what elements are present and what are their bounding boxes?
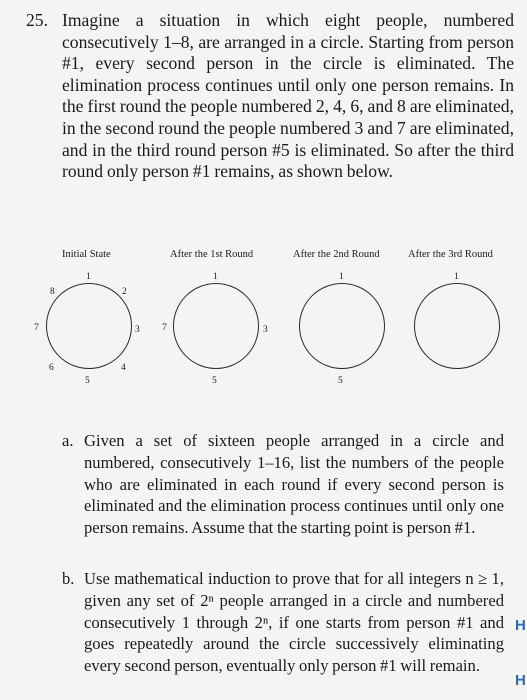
panel-title: After the 2nd Round bbox=[293, 249, 380, 260]
subpart-b-letter: b. bbox=[62, 569, 75, 588]
person-label: 1 bbox=[454, 272, 459, 282]
person-label: 6 bbox=[49, 363, 54, 373]
circle bbox=[173, 283, 259, 369]
person-label: 1 bbox=[86, 272, 91, 282]
person-label: 5 bbox=[338, 376, 343, 386]
person-label: 3 bbox=[263, 325, 268, 335]
panel-title: After the 1st Round bbox=[170, 249, 254, 260]
person-label: 2 bbox=[122, 287, 127, 297]
circle bbox=[414, 283, 500, 369]
circle bbox=[46, 283, 132, 369]
person-label: 5 bbox=[212, 376, 217, 386]
subpart-a-letter: a. bbox=[62, 431, 74, 450]
subpart-a-text: Given a set of sixteen people arranged in a circle and numbered, consecutively 1–16, list the numbers of the people who are eliminated in each round if every second person is eliminated and the elimination process continues until only one person remains. Assume that the starting point is person #1. bbox=[84, 431, 504, 538]
problem-number: 25. bbox=[26, 10, 48, 30]
person-label: 7 bbox=[162, 323, 167, 333]
elimination-figure bbox=[0, 245, 527, 405]
subpart-b-text: Use mathematical induction to prove that for all integers n ≥ 1, given any set of 2ⁿ people arranged in a circle and numbered consecutively 1 through 2ⁿ, if one starts from person #1 and goes repeatedly around the circle successively eliminating every second person, eventually only person #1 will remain. bbox=[84, 569, 504, 676]
person-label: 5 bbox=[85, 376, 90, 386]
circle bbox=[299, 283, 385, 369]
problem-statement: Imagine a situation in which eight people, numbered consecutively 1–8, are arranged in a circle. Starting from person #1, every second person in the circle is eliminated. The elimination process continues until only one person remains. In the first round the people numbered 2, 4, 6, and 8 are eliminated, in the second round the people numbered 3 and 7 are eliminated, and in the third round person #5 is eliminated. So after the third round only person #1 remains, as shown below. bbox=[62, 10, 514, 182]
person-label: 3 bbox=[135, 325, 140, 335]
edge-mark: H bbox=[515, 672, 526, 689]
panel-title: After the 3rd Round bbox=[408, 249, 493, 260]
person-label: 1 bbox=[339, 272, 344, 282]
edge-mark: H bbox=[515, 617, 526, 634]
person-label: 4 bbox=[121, 363, 126, 373]
person-label: 8 bbox=[50, 287, 55, 297]
panel-title: Initial State bbox=[62, 249, 111, 260]
person-label: 1 bbox=[213, 272, 218, 282]
person-label: 7 bbox=[34, 323, 39, 333]
